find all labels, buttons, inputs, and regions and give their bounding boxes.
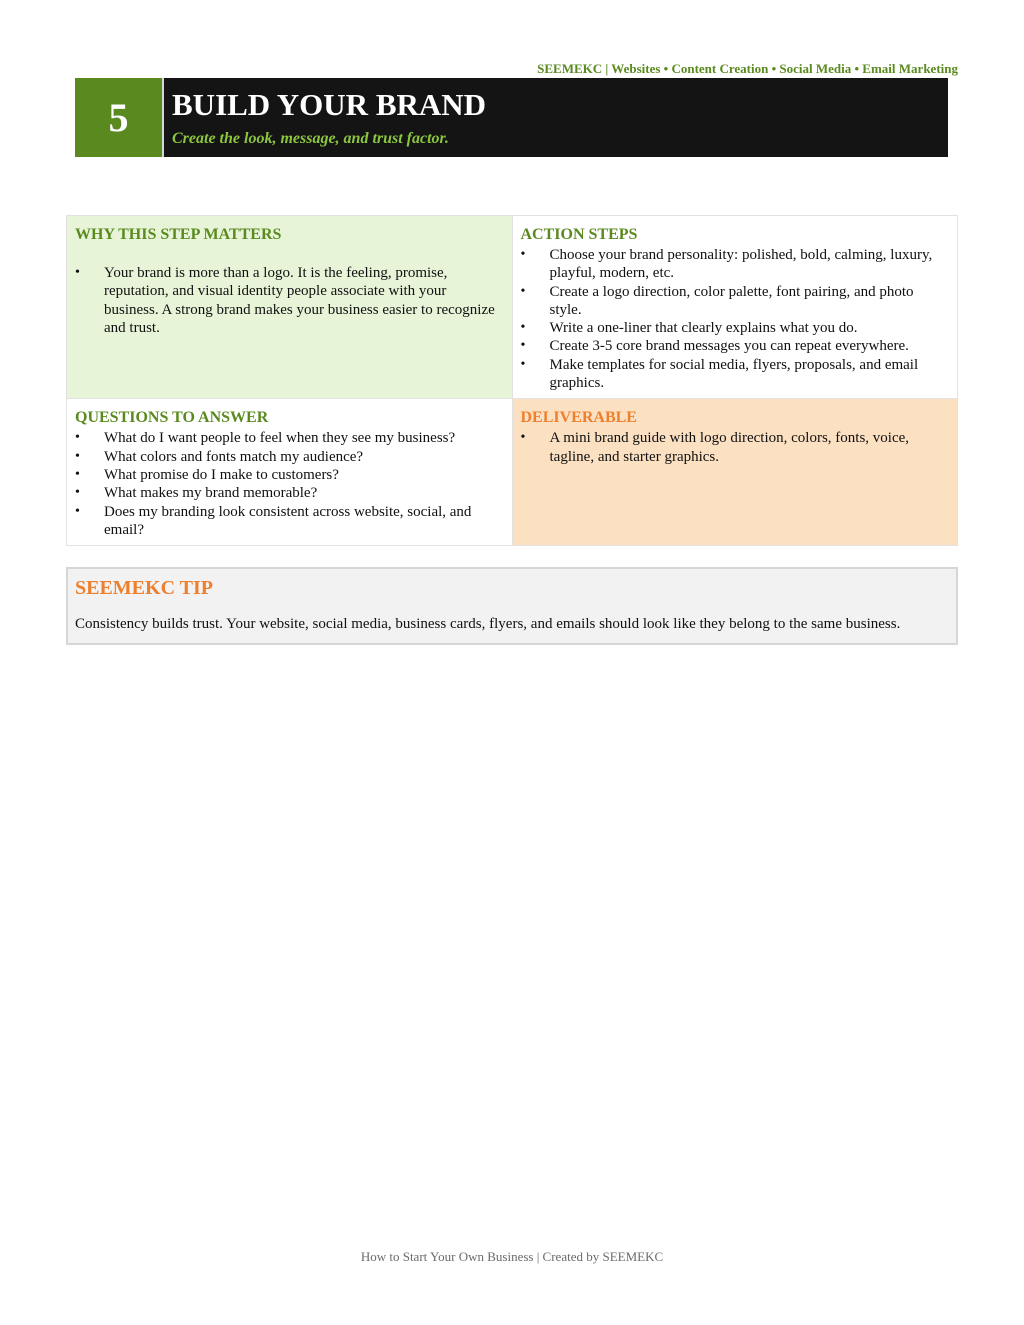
action-steps-section bbox=[512, 216, 958, 399]
step-grid bbox=[66, 215, 958, 546]
page-title: BUILD YOUR BRAND bbox=[172, 87, 487, 122]
list-item: • What do I want people to feel when they see my business? bbox=[75, 429, 504, 447]
list-item: • What makes my brand memorable? bbox=[75, 484, 504, 502]
page-footer: How to Start Your Own Business | Created by SEEMEKC bbox=[360, 1249, 664, 1264]
tip-box bbox=[66, 567, 958, 645]
step-number: 5 bbox=[75, 78, 164, 157]
list-item: • A mini brand guide with logo direction, colors, fonts, voice, tagline, and starter graphics. bbox=[521, 429, 950, 466]
list-item: • What promise do I make to customers? bbox=[75, 466, 504, 484]
step-banner bbox=[75, 78, 948, 157]
why-section bbox=[67, 216, 513, 399]
list-item: • What colors and fonts match my audience? bbox=[75, 448, 504, 466]
list-item: • Write a one-liner that clearly explains what you do. bbox=[521, 319, 950, 337]
list-item: • Make templates for social media, flyers, proposals, and email graphics. bbox=[521, 356, 950, 393]
action-steps-heading: ACTION STEPS bbox=[520, 226, 638, 243]
banner-text bbox=[164, 78, 486, 157]
deliverable-section bbox=[512, 399, 958, 546]
list-item: • Choose your brand personality: polished, bold, calming, luxury, playful, modern, etc. bbox=[521, 246, 950, 283]
questions-list bbox=[75, 429, 504, 539]
tip-heading: SEEMEKC TIP bbox=[75, 577, 213, 599]
questions-section bbox=[67, 399, 513, 546]
why-heading: WHY THIS STEP MATTERS bbox=[75, 226, 282, 243]
deliverable-list bbox=[521, 429, 950, 466]
list-item: • Your brand is more than a logo. It is the feeling, promise, reputation, and visual identity people associate with your business. A strong brand makes your business easier to recognize and trust. bbox=[75, 264, 504, 337]
header-tagline: SEEMEKC | Websites • Content Creation • Social Media • Email Marketing bbox=[537, 61, 958, 76]
questions-heading: QUESTIONS TO ANSWER bbox=[75, 409, 269, 427]
deliverable-heading: DELIVERABLE bbox=[520, 409, 637, 427]
tip-text: Consistency builds trust. Your website, social media, business cards, flyers, and emails should look like they belong to the same business. bbox=[75, 616, 901, 632]
list-item: • Does my branding look consistent across website, social, and email? bbox=[75, 503, 504, 540]
list-item: • Create a logo direction, color palette, font pairing, and photo style. bbox=[521, 283, 950, 320]
list-item: • Create 3-5 core brand messages you can repeat everywhere. bbox=[521, 337, 950, 355]
why-list bbox=[75, 264, 504, 337]
page-subtitle: Create the look, message, and trust factor. bbox=[172, 130, 449, 147]
action-steps-list bbox=[521, 246, 950, 392]
